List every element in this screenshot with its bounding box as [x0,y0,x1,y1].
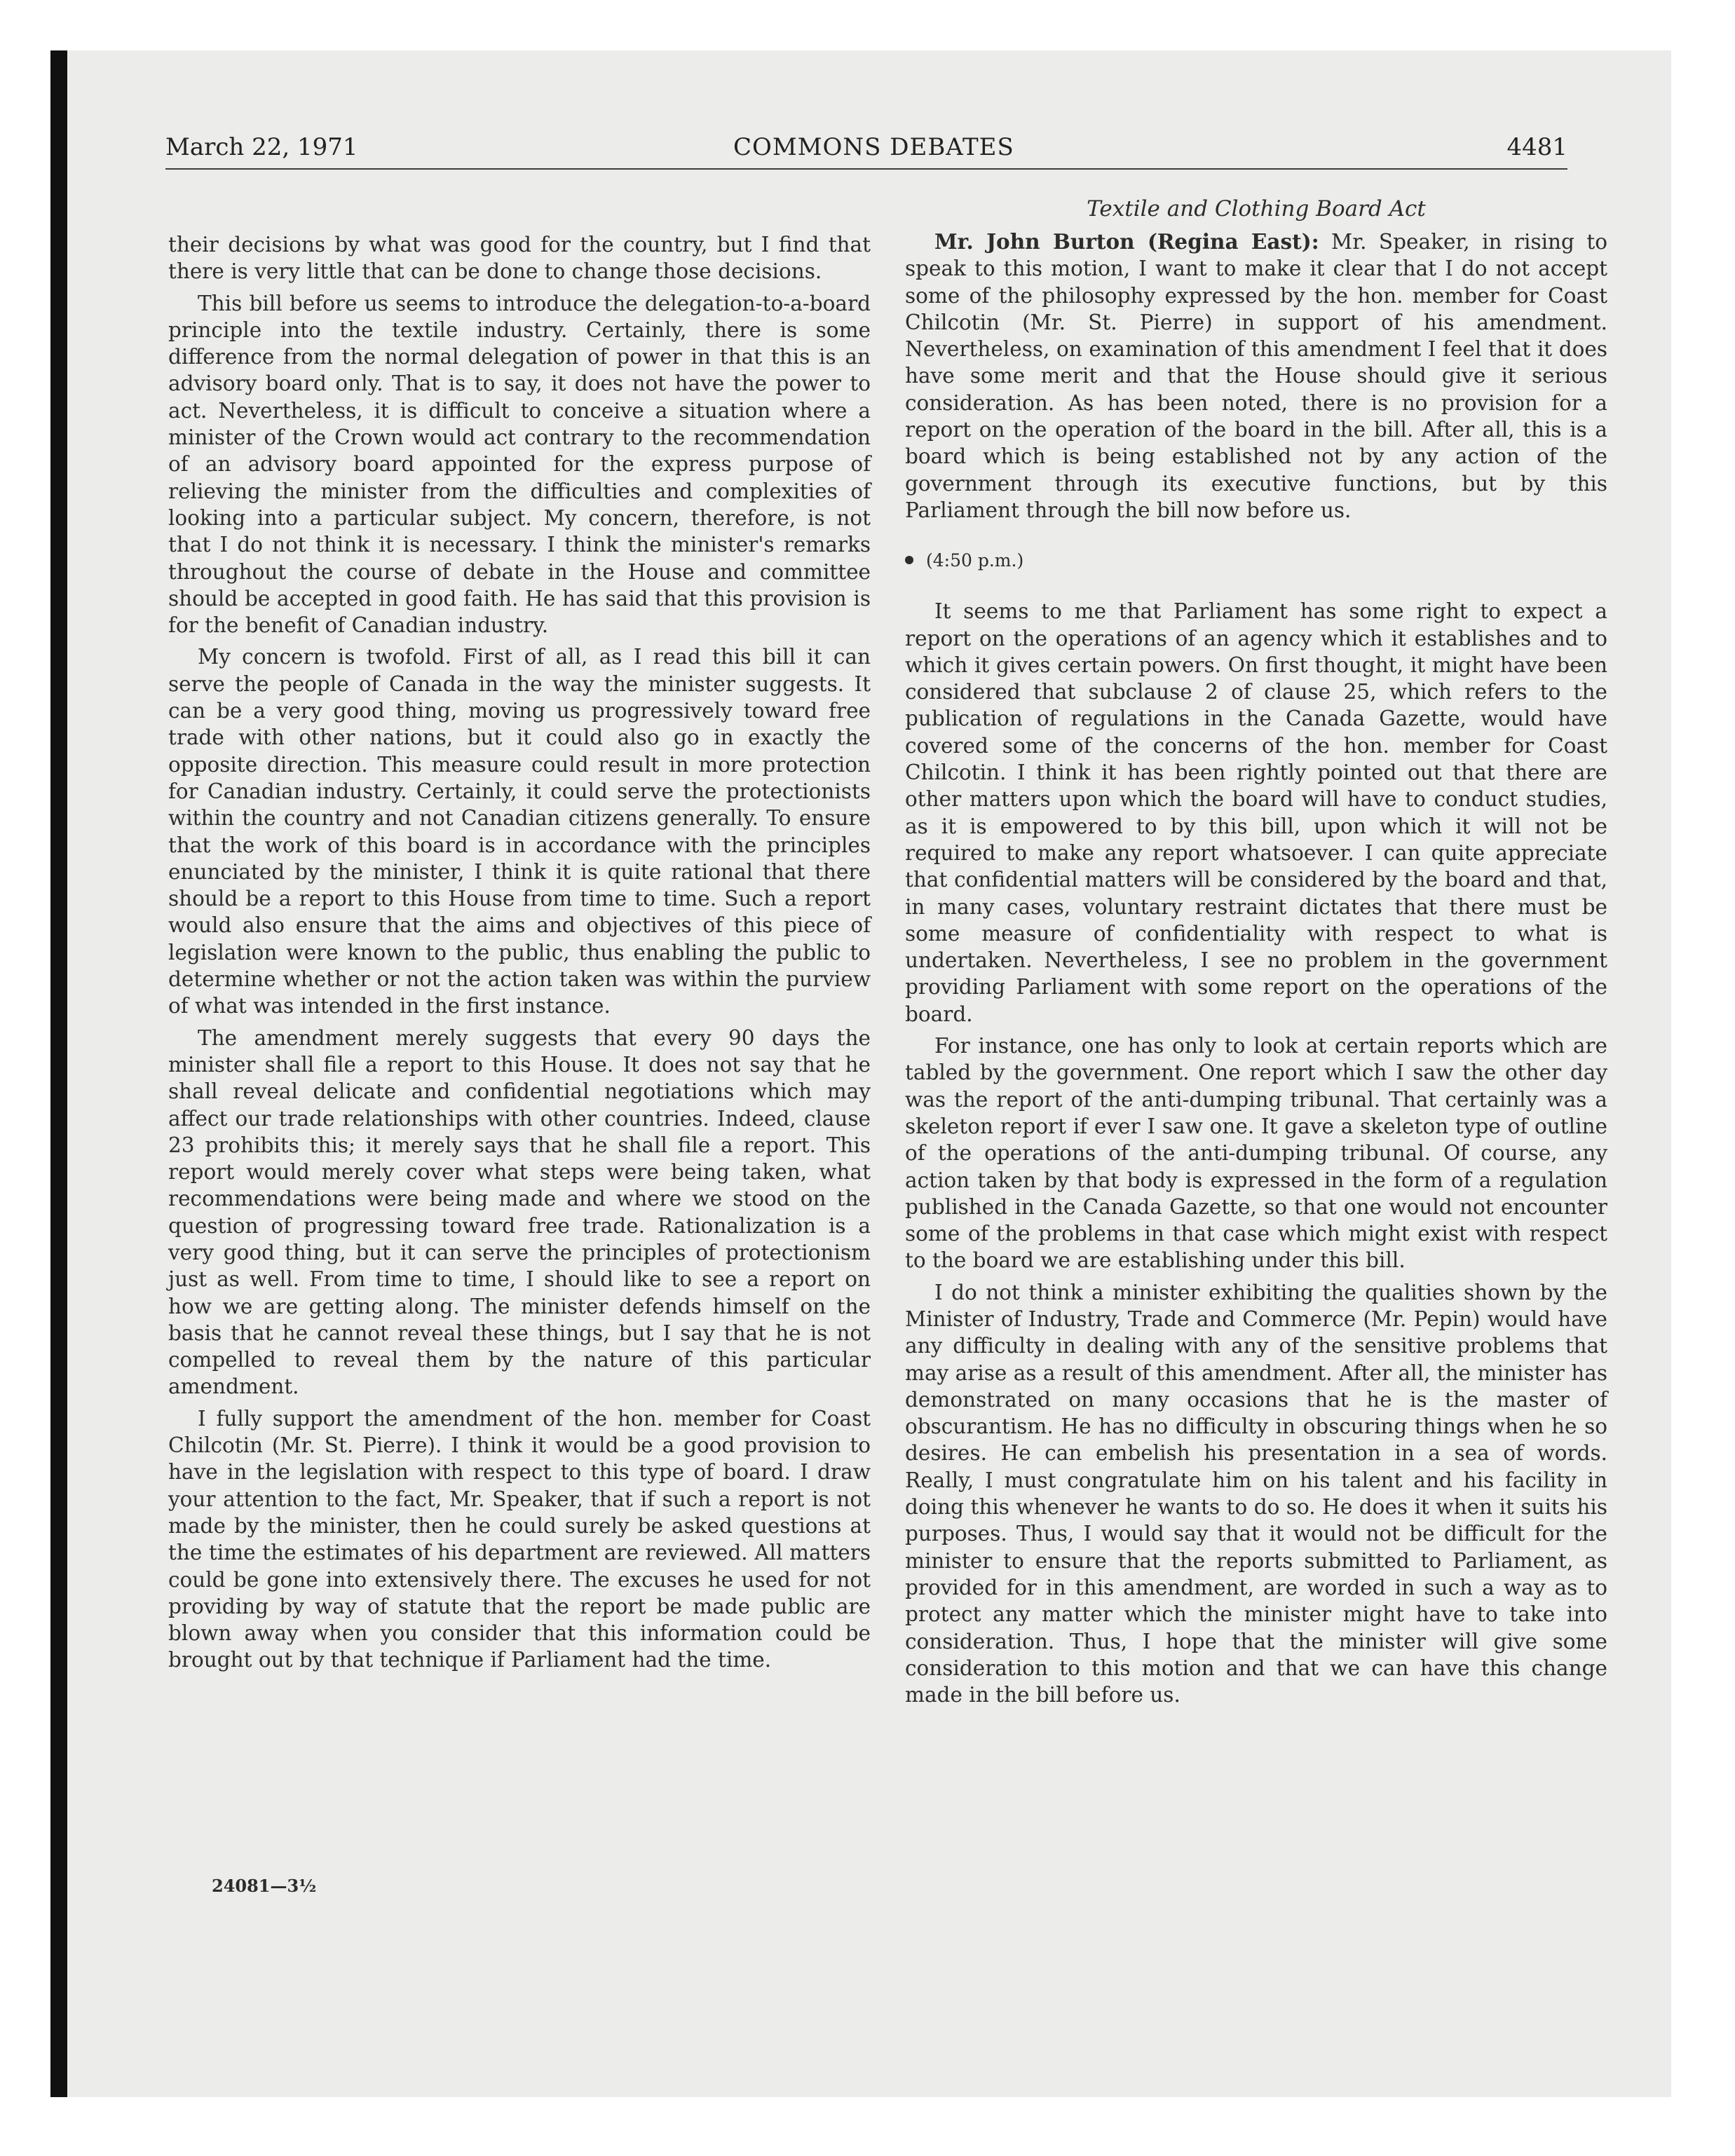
right-column [905,195,1607,1708]
left-paragraph-3: My concern is twofold. First of all, as I read this bill it can serve the people of Canada in the way the minister suggests. It can be a very good thing, moving us progressively toward free trade with other nations, but it could also go in exactly the opposite direction. This measure could result in more protection for Canadian industry. Certainly, it could serve the protectionists within the country and not Canadian citizens generally. To ensure that the work of this board is in accordance with the principles enunciated by the minister, I think it is quite rational that there should be a report to this House from time to time. Such a report would also ensure that the aims and objectives of this piece of legislation were known to the public, thus enabling the public to determine whether or not the action taken was within the purview of what was intended in the first instance. [168,645,871,1018]
left-column [168,231,871,1674]
left-paragraph-1: their decisions by what was good for the country, but I find that there is very little that can be done to change those decisions. [168,233,871,284]
footer-code: 24081—3½ [212,1876,317,1896]
speech-opening [905,228,1607,524]
section-title: Textile and Clothing Board Act [1087,196,1426,221]
left-paragraph-4: The amendment merely suggests that every 90 days the minister shall file a report to this House. It does not say that he shall reveal delicate and confidential negotiations which may affect our trade relationships with other countries. Indeed, clause 23 prohibits this; it merely says that he shall file a report. This report would merely cover what steps were being taken, what recommendations were being made and where we stood on the question of progressing toward free trade. Rationalization is a very good thing, but it can serve the principles of protectionism just as well. From time to time, I should like to see a report on how we are getting along. The minister defends himself on the basis that he cannot reveal these things, but I say that he is not compelled to reveal them by the nature of this particular amendment. [168,1025,871,1399]
time-marker-text: (4:50 p.m.) [926,550,1024,571]
right-paragraph-2: For instance, one has only to look at certain reports which are tabled by the government. One report which I saw the other day was the report of the anti-dumping tribunal. That certainly was a skeleton report if ever I saw one. It gave a skeleton type of outline of the operations of the anti-dumping tribunal. Of course, any action taken by that body is expressed in the form of a regulation published in the Canada Gazette, so that one would not encounter some of the problems in that case which might exist with respect to the board we are establishing under this bill. [905,1034,1607,1273]
scan-edge-bar [50,50,67,2097]
bullet-icon [905,556,913,564]
time-marker [905,550,1607,571]
right-paragraph-3: I do not think a minister exhibiting the qualities shown by the Minister of Industry, Trade and Commerce (Mr. Pepin) would have any difficulty in dealing with any of the sensitive problems that may arise as a result of this amendment. After all, the minister has demonstrated on many occasions that he is the master of obscurantism. He has no difficulty in obscuring things when he so desires. He can embelish his presentation in a sea of words. Really, I must congratulate him on his talent and his facility in doing this whenever he wants to do so. He does it when it suits his purposes. Thus, I would say that it would not be difficult for the minister to ensure that the reports submitted to Parliament, as provided for in this amendment, are worded in such a way as to protect any matter which the minister might have to take into consideration. Thus, I hope that the minister will give some consideration to this motion and that we can have this change made in the bill before us. [905,1280,1607,1707]
speaker-name: Mr. John Burton (Regina East): [934,229,1319,254]
header-title: COMMONS DEBATES [733,133,1014,161]
left-paragraph-2: This bill before us seems to introduce the delegation-to-a-board principle into the textile industry. Certainly, there is some difference from the normal delegation of power in that this is an advisory board only. That is to say, it does not have the power to act. Nevertheless, it is difficult to conceive a situation where a minister of the Crown would act contrary to the recommendation of an advisory board appointed for the express purpose of relieving the minister from the difficulties and complexities of looking into a particular subject. My concern, therefore, is not that I do not think it is necessary. I think the minister's remarks throughout the course of debate in the House and committee should be accepted in good faith. He has said that this provision is for the benefit of Canadian industry. [168,291,871,638]
right-paragraph-1: It seems to me that Parliament has some right to expect a report on the operations of an agency which it establishes and to which it gives certain powers. On first thought, it might have been considered that subclause 2 of clause 25, which refers to the publication of regulations in the Canada Gazette, would have covered some of the concerns of the hon. member for Coast Chilcotin. I think it has been rightly pointed out that there are other matters upon which the board will have to conduct studies, as it is empowered to by this bill, upon which it will not be required to make any report whatsoever. I can quite appreciate that confidential matters will be considered by the board and that, in many cases, voluntary restraint dictates that there must be some measure of confidentiality with respect to what is undertaken. Nevertheless, I see no problem in the government providing Parliament with some report on the operations of the board. [905,599,1607,1026]
speech-opening-text: Mr. Speaker, in rising to speak to this motion, I want to make it clear that I do not accept some of the philosophy expressed by the hon. member for Coast Chilcotin (Mr. St. Pierre) in support of his amendment. Nevertheless, on examination of this amendment I feel that it does have some merit and that the House should give it serious consideration. As has been noted, there is no provision for a report on the operation of the board in the bill. After all, this is a board which is being established not by any action of the government through its executive functions, but by this Parliament through the bill now before us. [905,230,1607,522]
header-page-number: 4481 [1506,133,1567,161]
header-date: March 22, 1971 [165,133,358,161]
left-paragraph-5: I fully support the amendment of the hon. member for Coast Chilcotin (Mr. St. Pierre). I think it would be a good provision to have in the legislation with respect to this type of board. I draw your attention to the fact, Mr. Speaker, that if such a report is not made by the minister, then he could surely be asked questions at the time the estimates of his department are reviewed. All matters could be gone into extensively there. The excuses he used for not providing by way of statute that the report be made public are blown away when you consider that this information could be brought out by that technique if Parliament had the time. [168,1406,871,1672]
page-header [165,133,1567,170]
